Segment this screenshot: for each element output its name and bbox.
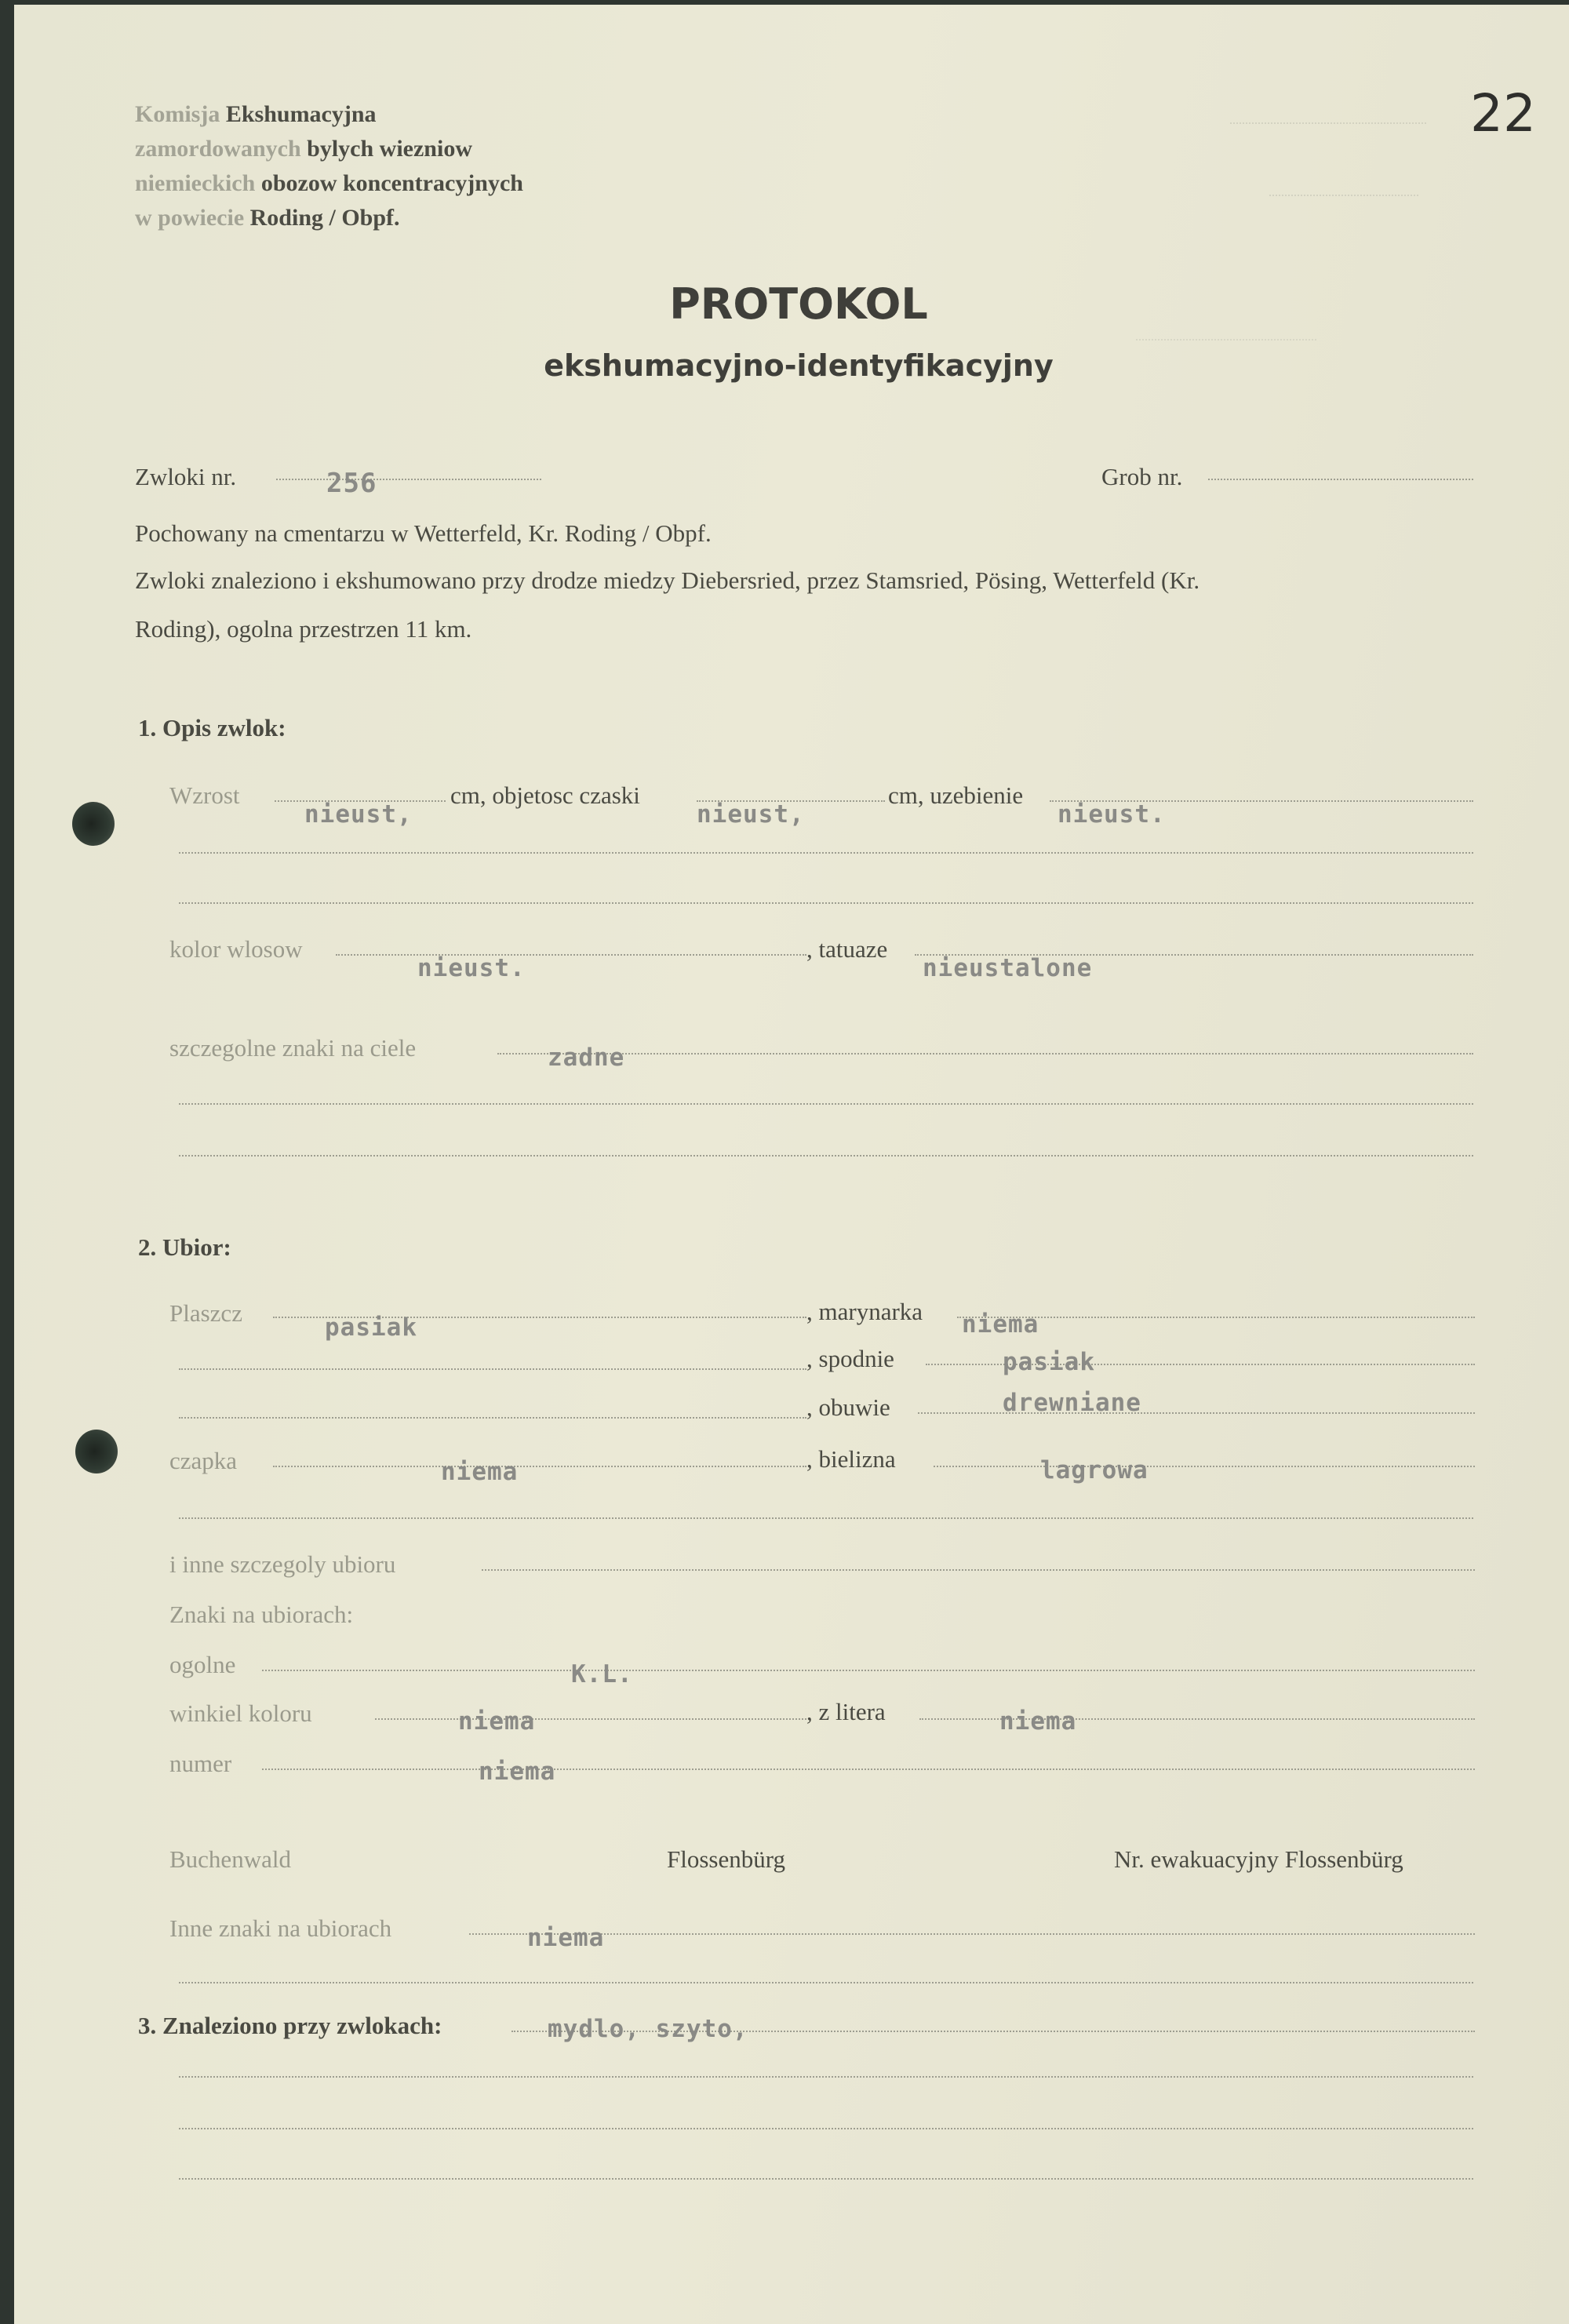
- szczegolne-znaki-label: szczegolne znaki na ciele: [169, 1034, 417, 1062]
- znaleziono-value: mydlo, szyto,: [548, 2015, 748, 2043]
- winkiel-koloru-label: winkiel koloru: [169, 1699, 312, 1727]
- commission-header: [135, 97, 523, 235]
- header-line-4: w powiecie Roding / Obpf.: [135, 205, 400, 231]
- ogolne-label: ogolne: [169, 1651, 236, 1678]
- cm-uzebienie-label: cm, uzebienie: [888, 781, 1024, 809]
- ogolne-value: K.L.: [571, 1660, 633, 1688]
- flossenburg-label: Flossenbürg: [667, 1845, 786, 1873]
- kolor-wlosow-label: kolor wlosow: [169, 935, 303, 963]
- inne-znaki-label: Inne znaki na ubiorach: [169, 1914, 392, 1942]
- znaleziono-text-line1: Zwloki znaleziono i ekshumowano przy drodze miedzy Diebersried, przez Stamsried, Pösing, Wetterfeld (Kr.: [135, 566, 1200, 594]
- wzrost-value: nieust,: [304, 800, 413, 829]
- obuwie-value: drewniane: [1003, 1389, 1141, 1417]
- pochowany-text: Pochowany na cmentarzu w Wetterfeld, Kr. Roding / Obpf.: [135, 519, 712, 547]
- zwloki-nr-label: Zwloki nr.: [135, 463, 237, 490]
- uzebienie-value: nieust.: [1058, 800, 1166, 829]
- document-page: [14, 5, 1569, 2324]
- document-title: PROTOKOL: [669, 279, 928, 329]
- section-2-heading: 2. Ubior:: [138, 1233, 231, 1261]
- punch-hole: [75, 1430, 118, 1473]
- bielizna-label: , bielizna: [806, 1445, 896, 1473]
- z-litera-value: niema: [999, 1707, 1077, 1736]
- winkiel-koloru-value: niema: [458, 1707, 536, 1736]
- wzrost-label: Wzrost: [169, 781, 240, 809]
- punch-hole: [72, 802, 115, 846]
- spodnie-label: , spodnie: [806, 1345, 894, 1372]
- page-number: 22: [1470, 83, 1536, 144]
- bleed-through-mark: [1230, 105, 1426, 124]
- zwloki-nr-value: 256: [326, 468, 377, 499]
- spodnie-value: pasiak: [1003, 1348, 1095, 1376]
- inne-znaki-value: niema: [527, 1924, 605, 1952]
- plaszcz-value: pasiak: [325, 1313, 417, 1342]
- section-1-heading: 1. Opis zwlok:: [138, 714, 286, 741]
- znaki-na-ubiorach-label: Znaki na ubiorach:: [169, 1601, 354, 1628]
- header-line-3: niemieckich obozow koncentracyjnych: [135, 170, 523, 196]
- czaszka-value: nieust,: [697, 800, 805, 829]
- znaleziono-text-line2: Roding), ogolna przestrzen 11 km.: [135, 615, 472, 643]
- grob-nr-label: Grob nr.: [1101, 463, 1183, 490]
- document-subtitle: ekshumacyjno-identyfikacyjny: [544, 348, 1054, 383]
- z-litera-label: , z litera: [806, 1698, 886, 1725]
- nr-ewakuacyjny-label: Nr. ewakuacyjny Flossenbürg: [1114, 1845, 1403, 1873]
- section-3-heading: 3. Znaleziono przy zwlokach:: [138, 2012, 442, 2039]
- szczegolne-znaki-value: zadne: [548, 1044, 625, 1072]
- numer-label: numer: [169, 1750, 232, 1777]
- cm-objetosc-label: cm, objetosc czaski: [450, 781, 640, 809]
- tatuaze-value: nieustalone: [923, 954, 1093, 982]
- tatuaze-label: , tatuaze: [806, 935, 888, 963]
- czapka-value: niema: [441, 1458, 519, 1486]
- kolor-wlosow-value: nieust.: [417, 954, 526, 982]
- bielizna-value: lagrowa: [1040, 1456, 1149, 1484]
- inne-szczegoly-label: i inne szczegoly ubioru: [169, 1550, 396, 1578]
- numer-value: niema: [479, 1758, 556, 1786]
- header-line-2: zamordowanych bylych wiezniow: [135, 136, 472, 162]
- marynarka-label: , marynarka: [806, 1298, 923, 1325]
- marynarka-value: niema: [962, 1310, 1039, 1339]
- buchenwald-label: Buchenwald: [169, 1845, 291, 1873]
- plaszcz-label: Plaszcz: [169, 1299, 242, 1327]
- header-line-1: Komisja Ekshumacyjna: [135, 101, 377, 127]
- czapka-label: czapka: [169, 1447, 238, 1474]
- bleed-through-mark: [1269, 177, 1418, 196]
- obuwie-label: , obuwie: [806, 1393, 890, 1421]
